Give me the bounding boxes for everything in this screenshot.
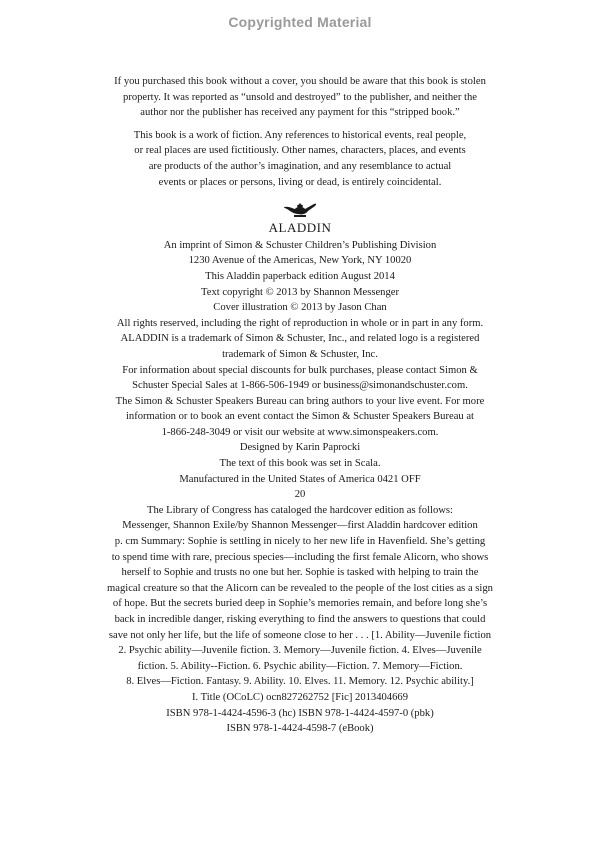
disclaimer-line: This book is a work of fiction. Any references to historical events, real people,: [133, 129, 467, 141]
fiction-disclaimer: [100, 128, 500, 190]
watermark: Copyrighted Material: [228, 14, 372, 30]
detail-line: 1-866-248-3049 or visit our website at www.simonspeakers.com.: [161, 426, 439, 438]
stripped-book-notice: [100, 74, 500, 121]
notice-line: author nor the publisher has received any payment for this “stripped book.”: [140, 107, 460, 119]
disclaimer-line: are products of the author’s imagination, and any resemblance to actual: [148, 160, 452, 172]
detail-line: ALADDIN is a trademark of Simon & Schuster, Inc., and related logo is a registered: [120, 333, 480, 345]
cip-line: 2. Psychic ability—Juvenile fiction. 3. Memory—Juvenile fiction. 4. Elves—Juvenile: [118, 645, 482, 657]
cip-line: of hope. But the secrets buried deep in Sophie’s memories remain, and before long she’s: [112, 598, 488, 610]
cip-line: p. cm Summary: Sophie is settling in nicely to her new life in Havenfield. She’s getting: [114, 536, 486, 548]
aladdin-lamp-icon: [100, 198, 500, 220]
notice-line: property. It was reported as “unsold and destroyed” to the publisher, and neither the: [123, 91, 477, 103]
isbn-line: ISBN 978-1-4424-4598-7 (eBook): [226, 723, 374, 735]
detail-line: For information about special discounts for bulk purchases, please contact Simon &: [122, 364, 478, 376]
cip-line: fiction. 5. Ability--Fiction. 6. Psychic ability—Fiction. 7. Memory—Fiction.: [137, 660, 463, 672]
cip-line: to spend time with rare, precious species—including the first female Alicorn, who shows: [111, 551, 489, 563]
cip-line: herself to Sophie and trusts no one but her. Sophie is tasked with helping to train the: [121, 567, 479, 579]
cip-line: 8. Elves—Fiction. Fantasy. 9. Ability. 10. Elves. 11. Memory. 12. Psychic ability.]: [126, 676, 474, 688]
detail-line: The text of this book was set in Scala.: [219, 458, 381, 470]
detail-line: information or to book an event contact the Simon & Schuster Speakers Bureau at: [125, 411, 475, 423]
notice-line: If you purchased this book without a cover, you should be aware that this book is stolen: [114, 76, 486, 87]
cip-line: I. Title (OCoLC) ocn827262752 [Fic] 2013404669: [192, 691, 408, 703]
detail-line: Schuster Special Sales at 1-866-506-1949 or business@simonandschuster.com.: [132, 380, 468, 392]
detail-line: Text copyright © 2013 by Shannon Messenger: [201, 286, 399, 298]
detail-line: trademark of Simon & Schuster, Inc.: [222, 348, 378, 360]
detail-line: This Aladdin paperback edition August 2014: [205, 270, 395, 282]
disclaimer-line: or real places are used fictitiously. Other names, characters, places, and events: [134, 145, 466, 157]
publisher-brand: ALADDIN: [268, 220, 332, 236]
cip-line: The Library of Congress has cataloged the hardcover edition as follows:: [147, 504, 453, 516]
cip-line: magical creature so that the Alicorn can be revealed to the people of the lost cities as a sign: [107, 582, 493, 594]
publication-details: [100, 238, 500, 737]
detail-line: The Simon & Schuster Speakers Bureau can bring authors to your live event. For more: [115, 395, 485, 407]
disclaimer-line: events or places or persons, living or dead, is entirely coincidental.: [158, 176, 442, 188]
cip-line: back in incredible danger, risking everything to find the answers to questions that could: [114, 614, 486, 625]
detail-line: Manufactured in the United States of America 0421 OFF: [179, 473, 421, 485]
cip-line: Messenger, Shannon Exile/by Shannon Messenger—first Aladdin hardcover edition: [122, 520, 478, 532]
detail-line: Cover illustration © 2013 by Jason Chan: [213, 302, 387, 314]
detail-line: Designed by Karin Paprocki: [239, 442, 361, 454]
detail-line: All rights reserved, including the right of reproduction in whole or in part in any form.: [116, 317, 484, 329]
isbn-line: ISBN 978-1-4424-4596-3 (hc) ISBN 978-1-4424-4597-0 (pbk): [166, 707, 434, 719]
detail-line: An imprint of Simon & Schuster Children’s Publishing Division: [163, 239, 437, 251]
cip-line: save not only her life, but the life of someone close to her . . . [1. Ability—Juvenile fiction: [108, 629, 492, 641]
copyright-page: [100, 74, 500, 737]
detail-line: 1230 Avenue of the Americas, New York, NY 10020: [188, 255, 412, 267]
detail-line: 20: [294, 489, 306, 501]
